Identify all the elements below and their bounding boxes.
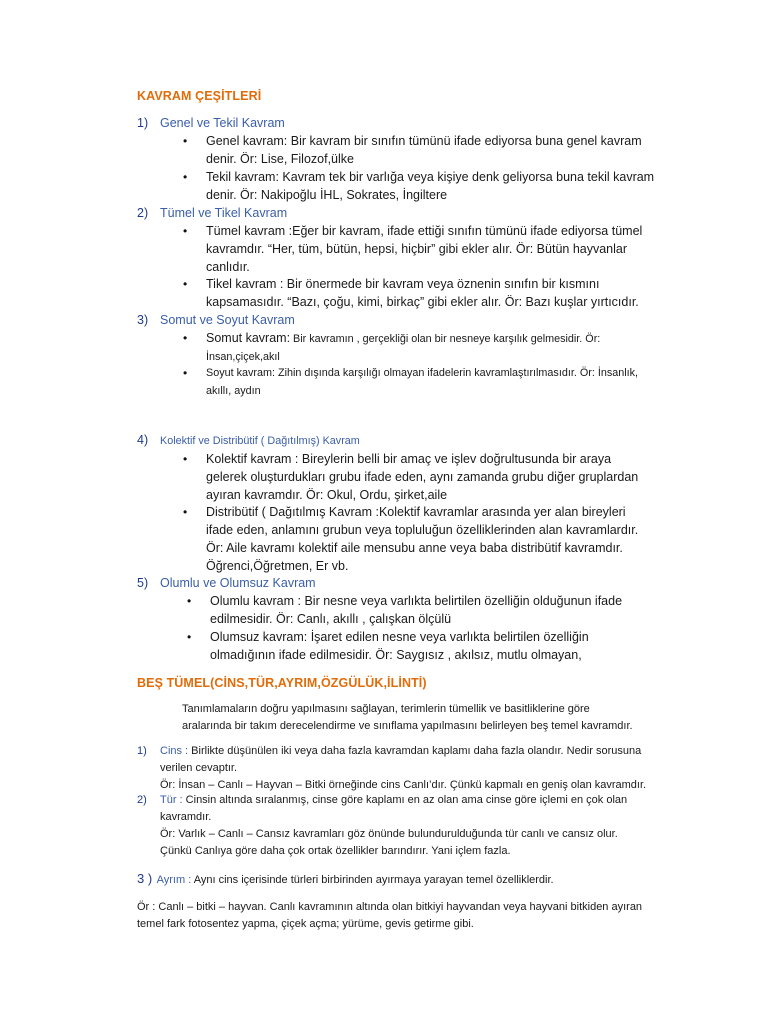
bullet-icon: • [187,594,192,608]
section-title-bes-tumel: BEŞ TÜMEL(CİNS,TÜR,AYRIM,ÖZGÜLÜK,İLİNTİ) [137,676,427,690]
line: Öğrenci,Öğretmen, Er vb. [206,559,349,573]
bullet-icon: • [183,224,188,238]
section-number: 4) [137,433,149,447]
line: Tanımlamaların doğru yapılmasını sağlayan, terimlerin tümellik ve basitliklerine göre [182,703,590,715]
bullet-icon: • [183,366,188,380]
list-item [206,329,600,366]
list-number: 2) [137,794,147,806]
list-item [206,503,638,575]
list-item [210,592,622,628]
section-title-kavram-cesitleri: KAVRAM ÇEŞİTLERİ [137,89,262,103]
bullet-icon: • [183,452,188,466]
line: İnsan,çiçek,akıl [206,351,280,363]
list-item [206,168,654,204]
line: akıllı, aydın [206,385,261,397]
term-definition: Aynı cins içerisinde türleri birbirinden ayırmaya yarayan temel özelliklerdir. [191,874,554,886]
tumel-item-tur [160,792,627,860]
line: denir. Ör: Lise, Filozof,ülke [206,152,354,166]
tumel-item-ayrim [137,870,554,889]
intro-paragraph [182,701,633,735]
section-heading: Genel ve Tekil Kavram [160,116,285,130]
term-label: Tür : [160,794,183,806]
line: kavramdır. “Her, tüm, bütün, hepsi, hiçbir” gibi ekler alır. Ör: Bütün hayvanlar [206,242,628,256]
list-item [206,132,642,168]
bullet-icon: • [183,170,188,184]
line: Ör : Canlı – bitki – hayvan. Canlı kavramının altında olan bitkiyi hayvandan veya hayvani bitkiden ayıran [137,901,643,913]
section-heading: Somut ve Soyut Kavram [160,313,295,327]
line: Tikel kavram : Bir önermede bir kavram veya öznenin sınıfın bir kısmını [206,277,600,291]
tumel-item-cins [160,743,646,794]
line: edilmesidir. Ör: Canlı, akıllı , çalışkan ölçülü [210,612,452,626]
term-label: Ayrım : [156,874,192,886]
line: Olumsuz kavram: İşaret edilen nesne veya varlıkta belirtilen özelliğin [210,630,589,644]
list-item [206,364,638,400]
line: Genel kavram: Bir kavram bir sınıfın tümünü ifade ediyorsa buna genel kavram [206,134,642,148]
line: Distribütif ( Dağıtılmış Kavram :Kolektif kavramlar arasında yer alan bireyleri [206,505,626,519]
line: temel fark fotosentez yapma, çiçek açma; yürüme, gevis getirme gibi. [137,918,474,930]
bullet-icon: • [183,331,188,345]
line: Cinsin altında sıralanmış, cinse göre kaplamı en az olan ama cinse göre içlemi en çok olan [182,794,628,806]
line: kavramdır. [160,811,212,823]
term-label: Cins : [160,745,189,757]
section-heading: Olumlu ve Olumsuz Kavram [160,576,316,590]
list-number: 3 ) [137,871,153,886]
line: Ör: Varlık – Canlı – Cansız kavramları göz önünde bulundurulduğunda tür canlı ve cansız olur. [160,828,618,840]
line: kapsamasıdır. “Bazı, çoğu, kimi, birkaç” gibi ekler alır. Ör: Bazı kuşlar yırtıcıdır. [206,295,639,309]
bullet-icon: • [183,505,188,519]
list-item [206,222,642,276]
list-item [210,628,589,664]
section-number: 2) [137,206,149,220]
line: Olumlu kavram : Bir nesne veya varlıkta belirtilen özelliğin olduğunun ifade [210,594,623,608]
section-number: 1) [137,116,149,130]
line: Soyut kavram: Zihin dışında karşılığı olmayan ifadelerin kavramlaştırılmasıdır. Ör: İnsanlık, [206,367,639,379]
line: Kolektif kavram : Bireylerin belli bir amaç ve işlev doğrultusunda bir araya [206,452,612,466]
line: Tekil kavram: Kavram tek bir varlığa veya kişiye denk geliyorsa buna tekil kavram [206,170,655,184]
line: denir. Ör: Nakipoğlu İHL, Sokrates, İngiltere [206,188,448,202]
list-number: 1) [137,745,147,757]
section-heading: Kolektif ve Distribütif ( Dağıtılmış) Kavram [160,435,360,447]
line: Tümel kavram :Eğer bir kavram, ifade ettiği sınıfın tümünü ifade ediyorsa tümel [206,224,643,238]
line: canlıdır. [206,260,250,274]
line: Ör: Aile kavramı kolektif aile mensubu anne veya baba distribütif kavramdır. [206,541,623,555]
line: Ör: İnsan – Canlı – Hayvan – Bitki örneğinde cins Canlı’dır. Çünkü kapmalı en geniş olan kavramdır. [160,779,647,791]
list-item [206,275,639,311]
line: olmadığının ifade edilmesidir. Ör: Saygısız , akılsız, mutlu olmayan, [210,648,582,662]
bullet-icon: • [183,277,188,291]
line: Çünkü Canlıya göre daha çok ortak özellikler barındırır. Yani içlem fazla. [160,845,511,857]
example-paragraph [137,899,642,933]
line: verilen cevaptır. [160,762,238,774]
list-item [206,450,638,504]
line: Birlikte düşünülen iki veya daha fazla kavramdan kaplamı daha fazla olandır. Nedir sorusuna [188,745,642,757]
term-label: Somut kavram: [206,331,291,345]
bullet-icon: • [187,630,192,644]
line: ifade eden, anlamını grubun veya topluluğun özelliklerinden alan kavramlardır. [206,523,639,537]
line: gelerek oluşturdukları grubu ifade eden, aynı zamanda grubu diğer gruplardan [206,470,639,484]
line: aralarında bir takım derecelendirme ve sınıflama yapılmasını belirleyen beş temel kavramdır. [182,720,633,732]
bullet-icon: • [183,134,188,148]
section-heading: Tümel ve Tikel Kavram [160,206,288,220]
section-number: 5) [137,576,149,590]
line: ayıran kavramdır. Ör: Okul, Ordu, şirket,aile [206,488,448,502]
term-definition: Bir kavramın , gerçekliği olan bir nesneye karşılık gelmesidir. Ör: [290,333,601,345]
section-number: 3) [137,313,149,327]
